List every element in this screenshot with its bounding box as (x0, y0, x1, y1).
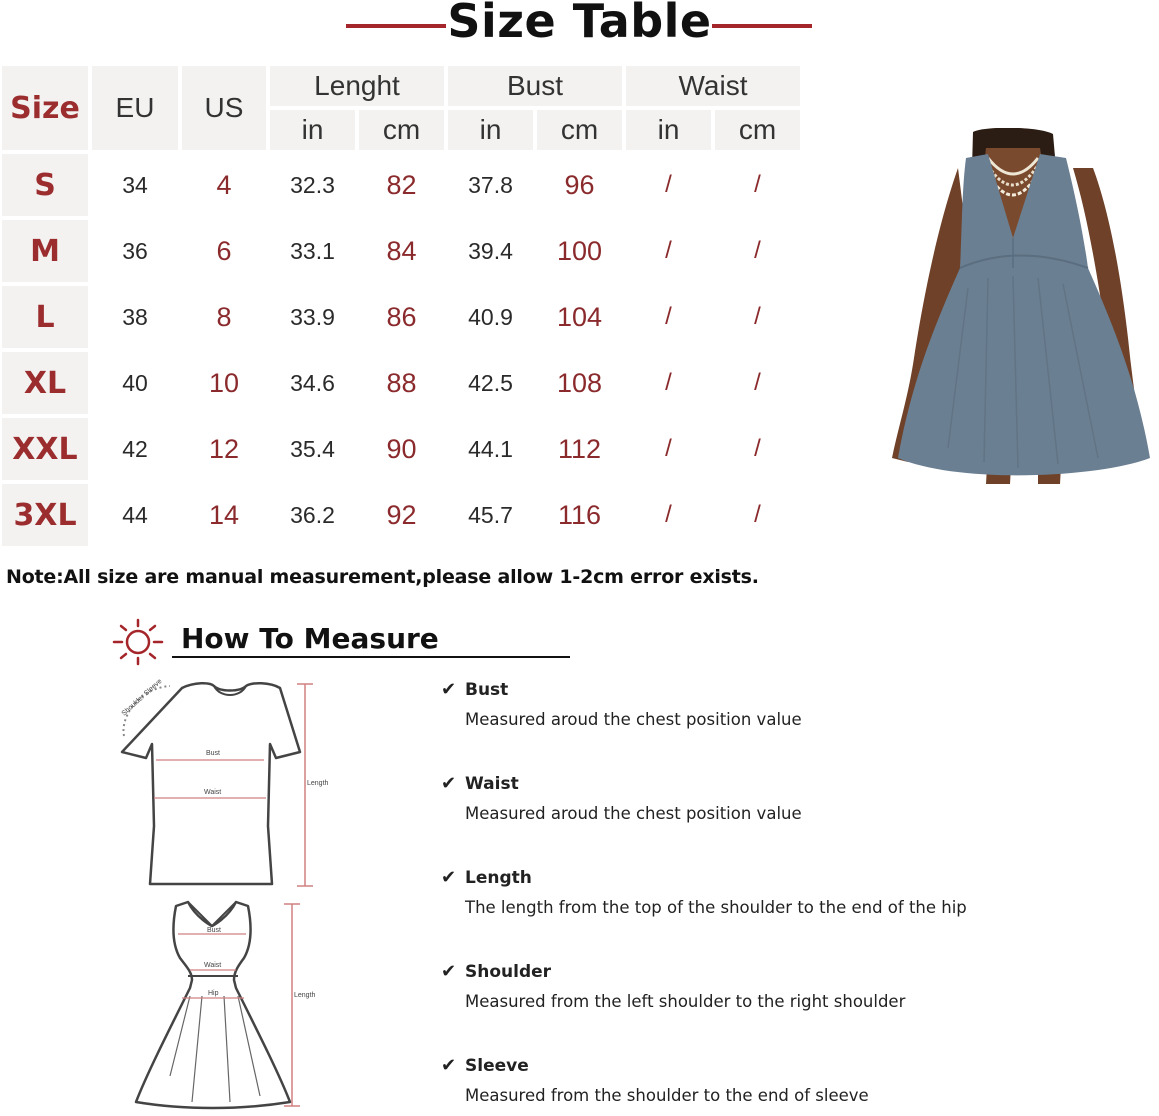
us-cell: 4 (216, 169, 232, 200)
eu-cell: 42 (122, 435, 148, 462)
unit-header: cm (359, 110, 444, 150)
bust-group-header: Bust (448, 66, 622, 106)
eu-cell: 36 (122, 237, 148, 264)
eu-cell: 38 (122, 303, 148, 330)
sun-icon (111, 618, 165, 666)
checkmark-icon: ✔ (441, 773, 457, 794)
product-photo (888, 128, 1159, 484)
measure-label: Sleeve (465, 1055, 529, 1076)
measure-label: Length (465, 867, 532, 888)
us-cell: 12 (208, 433, 240, 464)
bust-cm-cell: 116 (557, 499, 602, 530)
size-cell: XXL (2, 418, 88, 480)
tshirt-length-label: Length (307, 780, 329, 787)
length-in-cell: 32.3 (290, 171, 335, 198)
measure-item (441, 1055, 869, 1105)
length-in-cell: 36.2 (290, 501, 335, 528)
us-cell: 10 (208, 367, 240, 398)
measure-item (441, 773, 802, 823)
size-cell: S (2, 154, 88, 216)
size-cell: L (2, 286, 88, 348)
measure-item (441, 961, 905, 1011)
measure-item (441, 867, 967, 917)
waist-cm-cell: / (754, 369, 761, 396)
waist-in-cell: / (665, 369, 672, 396)
measure-description: Measured aroud the chest position value (465, 710, 802, 729)
us-cell: 14 (208, 499, 240, 530)
tshirt-bust-label: Bust (206, 750, 221, 757)
page-title: Size Table (447, 0, 712, 48)
checkmark-icon: ✔ (441, 1055, 457, 1076)
bust-in-cell: 39.4 (468, 237, 513, 264)
bust-cm-cell: 100 (556, 235, 603, 266)
waist-cm-cell: / (754, 171, 761, 198)
bust-in-cell: 37.8 (468, 171, 513, 198)
length-group-header: Lenght (270, 66, 444, 106)
eu-header: EU (92, 66, 178, 150)
unit-header: cm (537, 110, 622, 150)
dress-diagram (130, 896, 330, 1110)
shoulder-sleeve-label: Shoulder Sleeve (120, 677, 164, 718)
waist-in-cell: / (665, 303, 672, 330)
us-header: US (182, 66, 266, 150)
waist-group-header: Waist (626, 66, 800, 106)
waist-cm-cell: / (754, 501, 761, 528)
waist-cm-cell: / (754, 237, 761, 264)
bust-cm-cell: 96 (564, 169, 595, 200)
measure-description: Measured aroud the chest position value (465, 804, 802, 823)
measure-description: Measured from the left shoulder to the right shoulder (465, 992, 906, 1011)
eu-cell: 34 (122, 171, 148, 198)
dress-length-label: Length (294, 992, 316, 999)
tshirt-diagram (110, 676, 350, 894)
bust-in-cell: 45.7 (468, 501, 513, 528)
waist-in-cell: / (665, 435, 672, 462)
length-cm-cell: 86 (386, 301, 417, 332)
checkmark-icon: ✔ (441, 867, 457, 888)
how-to-measure-title: How To Measure (181, 622, 439, 655)
dress-waist-label: Waist (204, 962, 222, 969)
unit-header: in (626, 110, 711, 150)
bust-cm-cell: 108 (556, 367, 603, 398)
eu-cell: 40 (122, 369, 148, 396)
bust-in-cell: 44.1 (468, 435, 513, 462)
bust-in-cell: 40.9 (468, 303, 513, 330)
bust-cm-cell: 112 (557, 433, 602, 464)
measurement-note: Note:All size are manual measurement,please allow 1-2cm error exists. (6, 566, 759, 588)
length-cm-cell: 88 (386, 367, 417, 398)
measure-item (441, 679, 802, 729)
unit-header: cm (715, 110, 800, 150)
measure-label: Shoulder (465, 961, 552, 982)
measure-description: The length from the top of the shoulder to the end of the hip (465, 898, 967, 917)
size-cell: XL (2, 352, 88, 414)
unit-header: in (448, 110, 533, 150)
dress-bust-label: Bust (207, 927, 222, 934)
measure-label: Bust (465, 679, 509, 700)
bust-cm-cell: 104 (556, 301, 603, 332)
length-cm-cell: 92 (386, 499, 417, 530)
waist-cm-cell: / (754, 303, 761, 330)
size-cell: M (2, 220, 88, 282)
length-cm-cell: 84 (386, 235, 417, 266)
length-in-cell: 34.6 (290, 369, 335, 396)
size-table (0, 0, 810, 560)
waist-cm-cell: / (754, 435, 761, 462)
length-cm-cell: 90 (386, 433, 417, 464)
size-header: Size (2, 66, 88, 150)
waist-in-cell: / (665, 501, 672, 528)
length-cm-cell: 82 (386, 169, 417, 200)
length-in-cell: 33.1 (290, 237, 335, 264)
eu-cell: 44 (122, 501, 148, 528)
dress-hip-label: Hip (208, 990, 219, 997)
unit-header: in (270, 110, 355, 150)
us-cell: 6 (216, 235, 232, 266)
tshirt-waist-label: Waist (204, 789, 222, 796)
checkmark-icon: ✔ (441, 961, 457, 982)
waist-in-cell: / (665, 237, 672, 264)
length-in-cell: 35.4 (290, 435, 335, 462)
size-cell: 3XL (2, 484, 88, 546)
checkmark-icon: ✔ (441, 679, 457, 700)
bust-in-cell: 42.5 (468, 369, 513, 396)
how-to-measure-underline (172, 656, 570, 658)
measure-description: Measured from the shoulder to the end of sleeve (465, 1086, 869, 1105)
length-in-cell: 33.9 (290, 303, 335, 330)
us-cell: 8 (216, 301, 232, 332)
waist-in-cell: / (665, 171, 672, 198)
measure-label: Waist (465, 773, 519, 794)
